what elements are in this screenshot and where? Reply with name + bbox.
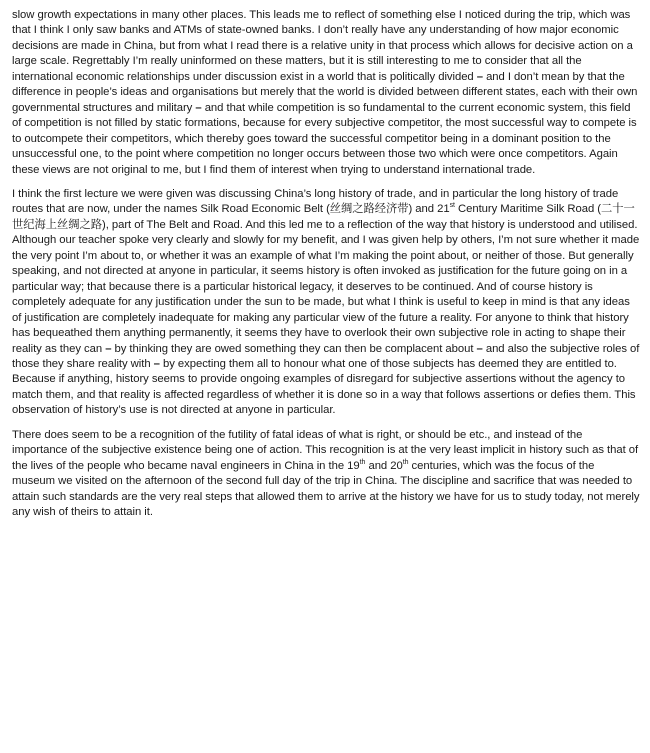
em-dash: – <box>476 342 483 355</box>
text-run: and I don’t mean by that the difference in people’s ideas and organisations but merely that the world is divided between different states, each with their own governmental structures and military <box>12 70 638 114</box>
text-run: slow growth expectations in many other places. This leads me to reflect of something else I noticed during the trip, which was that I think I only saw banks and ATMs of state-owned banks. I don’t really have any understanding of how major economic decisions are made in China, but from what I read there is a relative unity in that process which allows for decisive action on a large scale. Regrettably I’m really uninformed on these matters, but it is still interesting to me to consider that all the international economic relationships under discussion exist in a world that is politically divided <box>12 9 633 83</box>
em-dash: – <box>195 101 202 114</box>
ordinal-superscript: st <box>449 202 455 210</box>
paragraph <box>12 428 640 521</box>
text-run: by thinking they are owed something they can then be complacent about <box>111 342 477 355</box>
text-run: Century Maritime Silk Road (二十一世纪海上丝绸之路), part of The Belt and Road. And this led me to a reflection of the way that history is understood and utilised. Although our teacher spoke very clearly and slowly for my benefit, and I was given help by others, I’m not sure whether it made the very point I’m about to, or whether it was an example of what I’m making the point about, or neither of those. But generally speaking, and not directed at anyone in particular, it seems history is often invoked as justification for the future going on in a particular way; that because there is a particular historical legacy, it deserves to be continued. And of course history is completely adequate for any justification under the sun to be made, but what I think is useful to keep in mind is that any ideas of justification are completely inadequate for making any particular view of the future a reality. For anyone to think that history has bequeathed them anything permanently, it seems they have to overlook their own subjective role in acting to shape their reality as they can <box>12 203 640 355</box>
text-run: and 20 <box>365 459 403 472</box>
text-run: by expecting them all to honour what one of those subjects has deemed they are entitled to. Because if anything, history seems to provide ongoing examples of disregard for subjective assertions without the agency to match them, and that reality is affected regardless of whether it is done so in a way that follows assertions or defies them. This observation of history’s use is not directed at anyone in particular. <box>12 357 636 417</box>
text-run: I think the first lecture we were given was discussing China’s long history of trade, and in particular the long history of trade routes that are now, under the names Silk Road Economic Belt (丝绸之路经济带) and 21 <box>12 187 619 216</box>
text-run: and that while competition is so fundamental to the current economic system, this field of competition is not filled by static formations, because for every subjective competitor, the most successful way to compete is to outcompete their competitors, which thereby goes toward the successful competitor being in a dominant position to the unsuccessful one, to the point where competition no longer occurs between those two which were once competitors. Again these views are not original to me, but I find them of interest when trying to understand international trade. <box>12 101 637 176</box>
em-dash: – <box>476 70 483 83</box>
ordinal-superscript: th <box>402 458 409 466</box>
em-dash: – <box>105 342 112 355</box>
ordinal-superscript: th <box>359 458 366 466</box>
paragraph <box>12 8 640 178</box>
paragraph <box>12 187 640 419</box>
text-run: and also the subjective roles of those they share reality with <box>12 342 640 370</box>
text-run: There does seem to be a recognition of the futility of fatal ideas of what is right, or should be etc., and instead of the importance of the subjective existence being one of action. This recognition is at the very least implicit in history such as that of the lives of the people who became naval engineers in China in the 19 <box>12 428 639 472</box>
text-run: centuries, which was the focus of the museum we visited on the afternoon of the second full day of the trip in China. The discipline and sacrifice that was needed to attain such standards are the very real steps that allowed them to arrive at the history we have for us to study today, not merely any wish of theirs to attain it. <box>12 459 640 519</box>
em-dash: – <box>153 357 160 370</box>
